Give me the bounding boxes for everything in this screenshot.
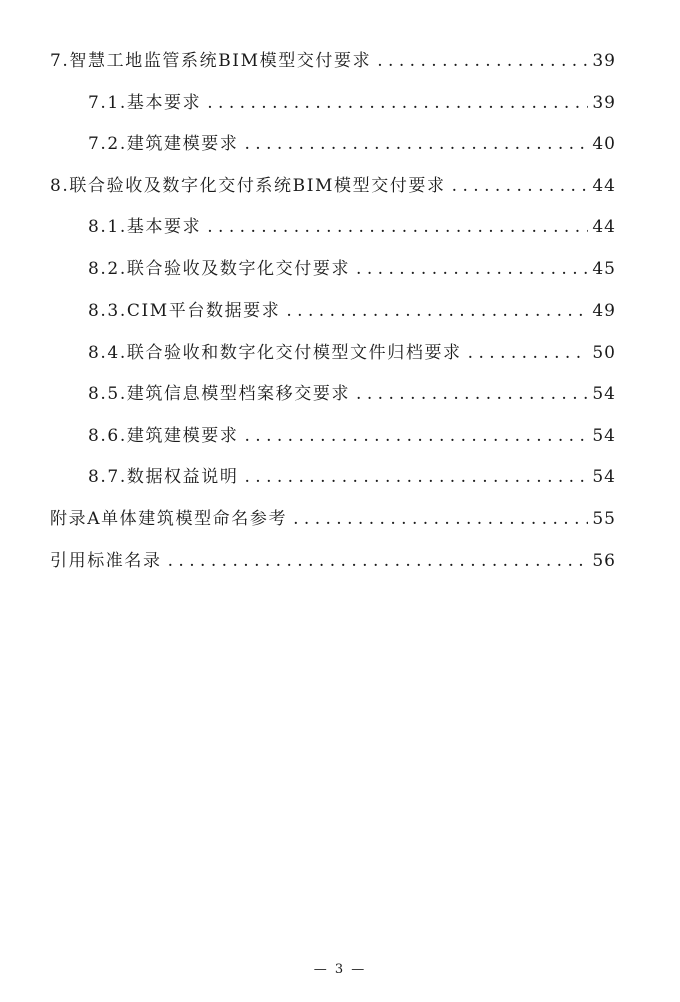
toc-entry-7-2[interactable]: [88, 129, 616, 155]
toc-dot-leader: [356, 384, 588, 404]
toc-entry-label: 8.7.数据权益说明: [88, 467, 239, 487]
toc-page-number: 54: [592, 384, 616, 404]
toc-dot-leader: [244, 134, 588, 154]
toc-page-number: 39: [592, 93, 616, 113]
toc-dot-leader: [293, 509, 588, 529]
toc-entry-label: 8.2.联合验收及数字化交付要求: [88, 259, 351, 279]
toc-entry-label: 8.3.CIM平台数据要求: [88, 301, 281, 321]
toc-page-number: 40: [592, 134, 616, 154]
toc-dot-leader: [452, 176, 589, 196]
toc-dot-leader: [207, 217, 588, 237]
toc-page-number: 50: [592, 343, 616, 363]
toc-page-number: 54: [592, 426, 616, 446]
toc-dot-leader: [207, 93, 588, 113]
toc-entry-8-7[interactable]: [88, 462, 616, 488]
toc-entry-label: 8.1.基本要求: [88, 217, 202, 237]
toc-entry-label: 8.4.联合验收和数字化交付模型文件归档要求: [88, 343, 462, 363]
toc-entry-appendix-a[interactable]: [50, 504, 616, 530]
toc-dot-leader: [286, 301, 588, 321]
toc-dot-leader: [377, 51, 588, 71]
toc-entry-8-1[interactable]: [88, 212, 616, 238]
toc-entry-label: 引用标准名录: [50, 551, 162, 571]
page-number-footer: — 3 —: [313, 962, 367, 977]
toc-entry-label: 8.联合验收及数字化交付系统BIM模型交付要求: [50, 176, 446, 196]
toc-dot-leader: [244, 467, 588, 487]
toc-entry-label: 7.2.建筑建模要求: [88, 134, 239, 154]
toc-page-number: 56: [592, 551, 616, 571]
toc-page-number: 39: [592, 51, 616, 71]
toc-entry-label: 7.智慧工地监管系统BIM模型交付要求: [50, 51, 372, 71]
toc-page-number: 44: [592, 176, 616, 196]
toc-dot-leader: [468, 343, 589, 363]
toc-entry-7-1[interactable]: [88, 88, 616, 114]
toc-entry-8-2[interactable]: [88, 254, 616, 280]
toc-entry-8-3[interactable]: [88, 296, 616, 322]
toc-entry-label: 8.5.建筑信息模型档案移交要求: [88, 384, 351, 404]
toc-dot-leader: [244, 426, 588, 446]
toc-entry-8-4[interactable]: [88, 338, 616, 364]
toc-entry-8-5[interactable]: [88, 379, 616, 405]
toc-entry-label: 附录A单体建筑模型命名参考: [50, 509, 288, 529]
toc-page-number: 44: [592, 217, 616, 237]
toc-entry-8[interactable]: [50, 171, 616, 197]
toc-dot-leader: [168, 551, 589, 571]
toc-page-number: 54: [592, 467, 616, 487]
toc-entry-7[interactable]: [50, 46, 616, 72]
toc-entry-label: 8.6.建筑建模要求: [88, 426, 239, 446]
toc-dot-leader: [356, 259, 588, 279]
toc-entry-8-6[interactable]: [88, 421, 616, 447]
toc-page-number: 45: [592, 259, 616, 279]
toc-entry-label: 7.1.基本要求: [88, 93, 202, 113]
toc-entry-references[interactable]: [50, 546, 616, 572]
toc-page-number: 49: [592, 301, 616, 321]
toc-page-number: 55: [592, 509, 616, 529]
